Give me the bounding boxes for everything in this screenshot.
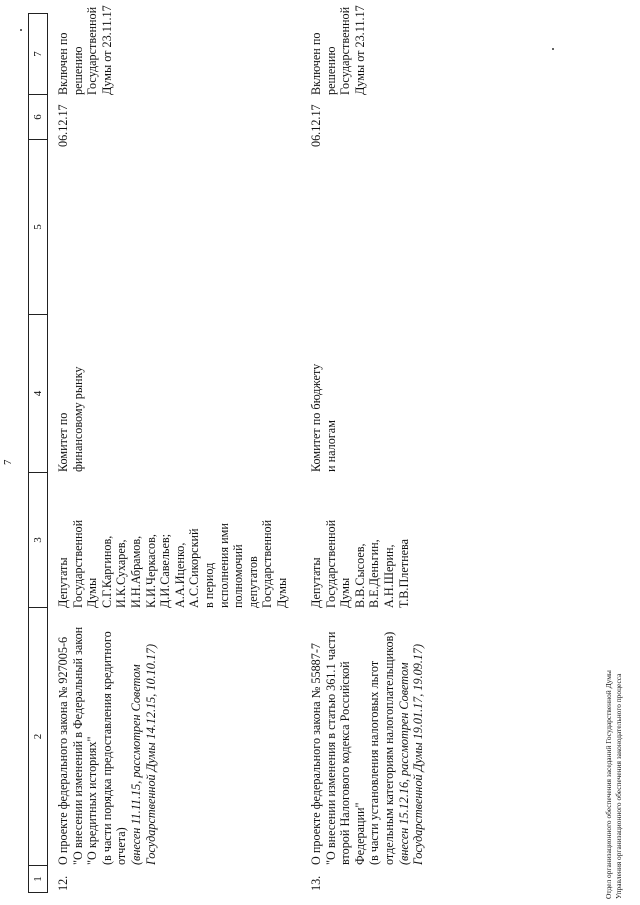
decision-line: Государственной: [338, 6, 353, 95]
author-line: А.Н.Шерин,: [381, 544, 396, 608]
author-line: Депутаты: [309, 557, 323, 608]
author-line: Государственной: [260, 519, 275, 608]
author-line: полномочий: [231, 544, 246, 608]
inclusion-decision: [309, 5, 367, 95]
bill-authors: [56, 520, 290, 608]
bill-title-line: второй Налогового кодекса Российской: [338, 661, 353, 865]
scan-speck: [552, 48, 554, 50]
column-header-2: 2: [29, 607, 47, 865]
author-line: Т.В.Плетнева: [396, 539, 411, 608]
footer-line: Отдел организационного обеспечения заседаний Государственной Думы: [604, 670, 613, 899]
decision-line: Включен по: [56, 32, 70, 95]
responsible-committee: [56, 367, 85, 472]
author-line: А.А.Иценко,: [172, 542, 187, 608]
committee-line: финансовому рынку: [70, 366, 85, 472]
column-header-4: 4: [29, 314, 47, 472]
bill-title-line: (в части установления налоговых льгот: [367, 660, 382, 865]
author-line: Депутаты: [56, 557, 70, 608]
column-header-3: 3: [29, 472, 47, 607]
bill-title-line: отчета): [114, 827, 129, 865]
decision-line: решению: [70, 46, 85, 95]
table-header-row: [28, 13, 48, 893]
bill-title: [309, 632, 426, 865]
column-header-6: 6: [29, 94, 47, 139]
author-line: Думы: [338, 577, 353, 608]
author-line: в период: [201, 562, 216, 608]
bill-note-line: Государственной Думы 14.12.15, 10.10.17): [143, 643, 158, 865]
scan-speck: [20, 29, 22, 31]
author-line: исполнения ими: [216, 523, 231, 608]
author-line: И.К.Сухарев,: [114, 539, 129, 608]
author-line: Думы: [85, 577, 100, 608]
author-line: С.Г.Каргинов,: [99, 535, 114, 608]
decision-line: Думы от 23.11.17: [99, 5, 114, 95]
inclusion-decision: [56, 5, 114, 95]
review-date: 06.12.17: [309, 104, 323, 147]
author-line: К.И.Черкасов,: [143, 534, 158, 608]
author-line: Государственной: [70, 519, 85, 608]
bill-title: [56, 627, 158, 865]
author-line: В.Е.Деньгин,: [367, 539, 382, 608]
bill-authors: [309, 520, 411, 608]
decision-line: Включен по: [309, 32, 323, 95]
bill-title-line: отдельным категориям налогоплательщиков): [381, 631, 396, 865]
column-header-5: 5: [29, 139, 47, 314]
column-header-1: 1: [29, 865, 47, 892]
author-line: Думы: [274, 577, 289, 608]
author-line: Государственной: [323, 519, 338, 608]
author-line: Д.И.Савельев;: [158, 533, 173, 608]
committee-line: Комитет по бюджету: [309, 363, 323, 472]
row-number: 12.: [56, 875, 70, 891]
bill-title-line: (в части порядка предоставления кредитного: [99, 631, 114, 865]
bill-note-line: Государственной Думы 19.01.17, 19.09.17): [411, 643, 426, 865]
author-line: И.Н.Абрамов,: [128, 535, 143, 608]
committee-line: Комитет по: [56, 412, 70, 472]
decision-line: решению: [323, 46, 338, 95]
column-header-7: 7: [29, 13, 47, 94]
author-line: депутатов: [245, 556, 260, 608]
responsible-committee: [309, 364, 338, 472]
row-number: 13.: [309, 875, 323, 891]
bill-note-line: (внесен 15.12.16, рассмотрен Советом: [396, 662, 411, 865]
bill-title-line: О проекте федерального закона № 55887-7: [309, 642, 323, 865]
author-line: В.В.Сысоев,: [352, 543, 367, 608]
bill-title-line: Федерации": [352, 802, 367, 865]
decision-line: Думы от 23.11.17: [352, 5, 367, 95]
author-line: А.С.Сикорский: [187, 528, 202, 608]
bill-title-line: О проекте федерального закона № 927005-6: [56, 636, 70, 865]
review-date: 06.12.17: [56, 104, 70, 147]
bill-title-line: "О кредитных историях": [85, 736, 100, 865]
footer-line: Управления организационного обеспечения законодательного процесса: [614, 673, 623, 899]
bill-title-line: "О внесении изменений в Федеральный закон: [70, 626, 85, 865]
page-number: 7: [2, 459, 14, 465]
bill-note-line: (внесен 11.11.15, рассмотрен Советом: [128, 664, 143, 865]
bill-title-line: "О внесении изменения в статью 361.1 части: [323, 631, 338, 865]
committee-line: и налогам: [323, 420, 338, 472]
decision-line: Государственной: [85, 6, 100, 95]
